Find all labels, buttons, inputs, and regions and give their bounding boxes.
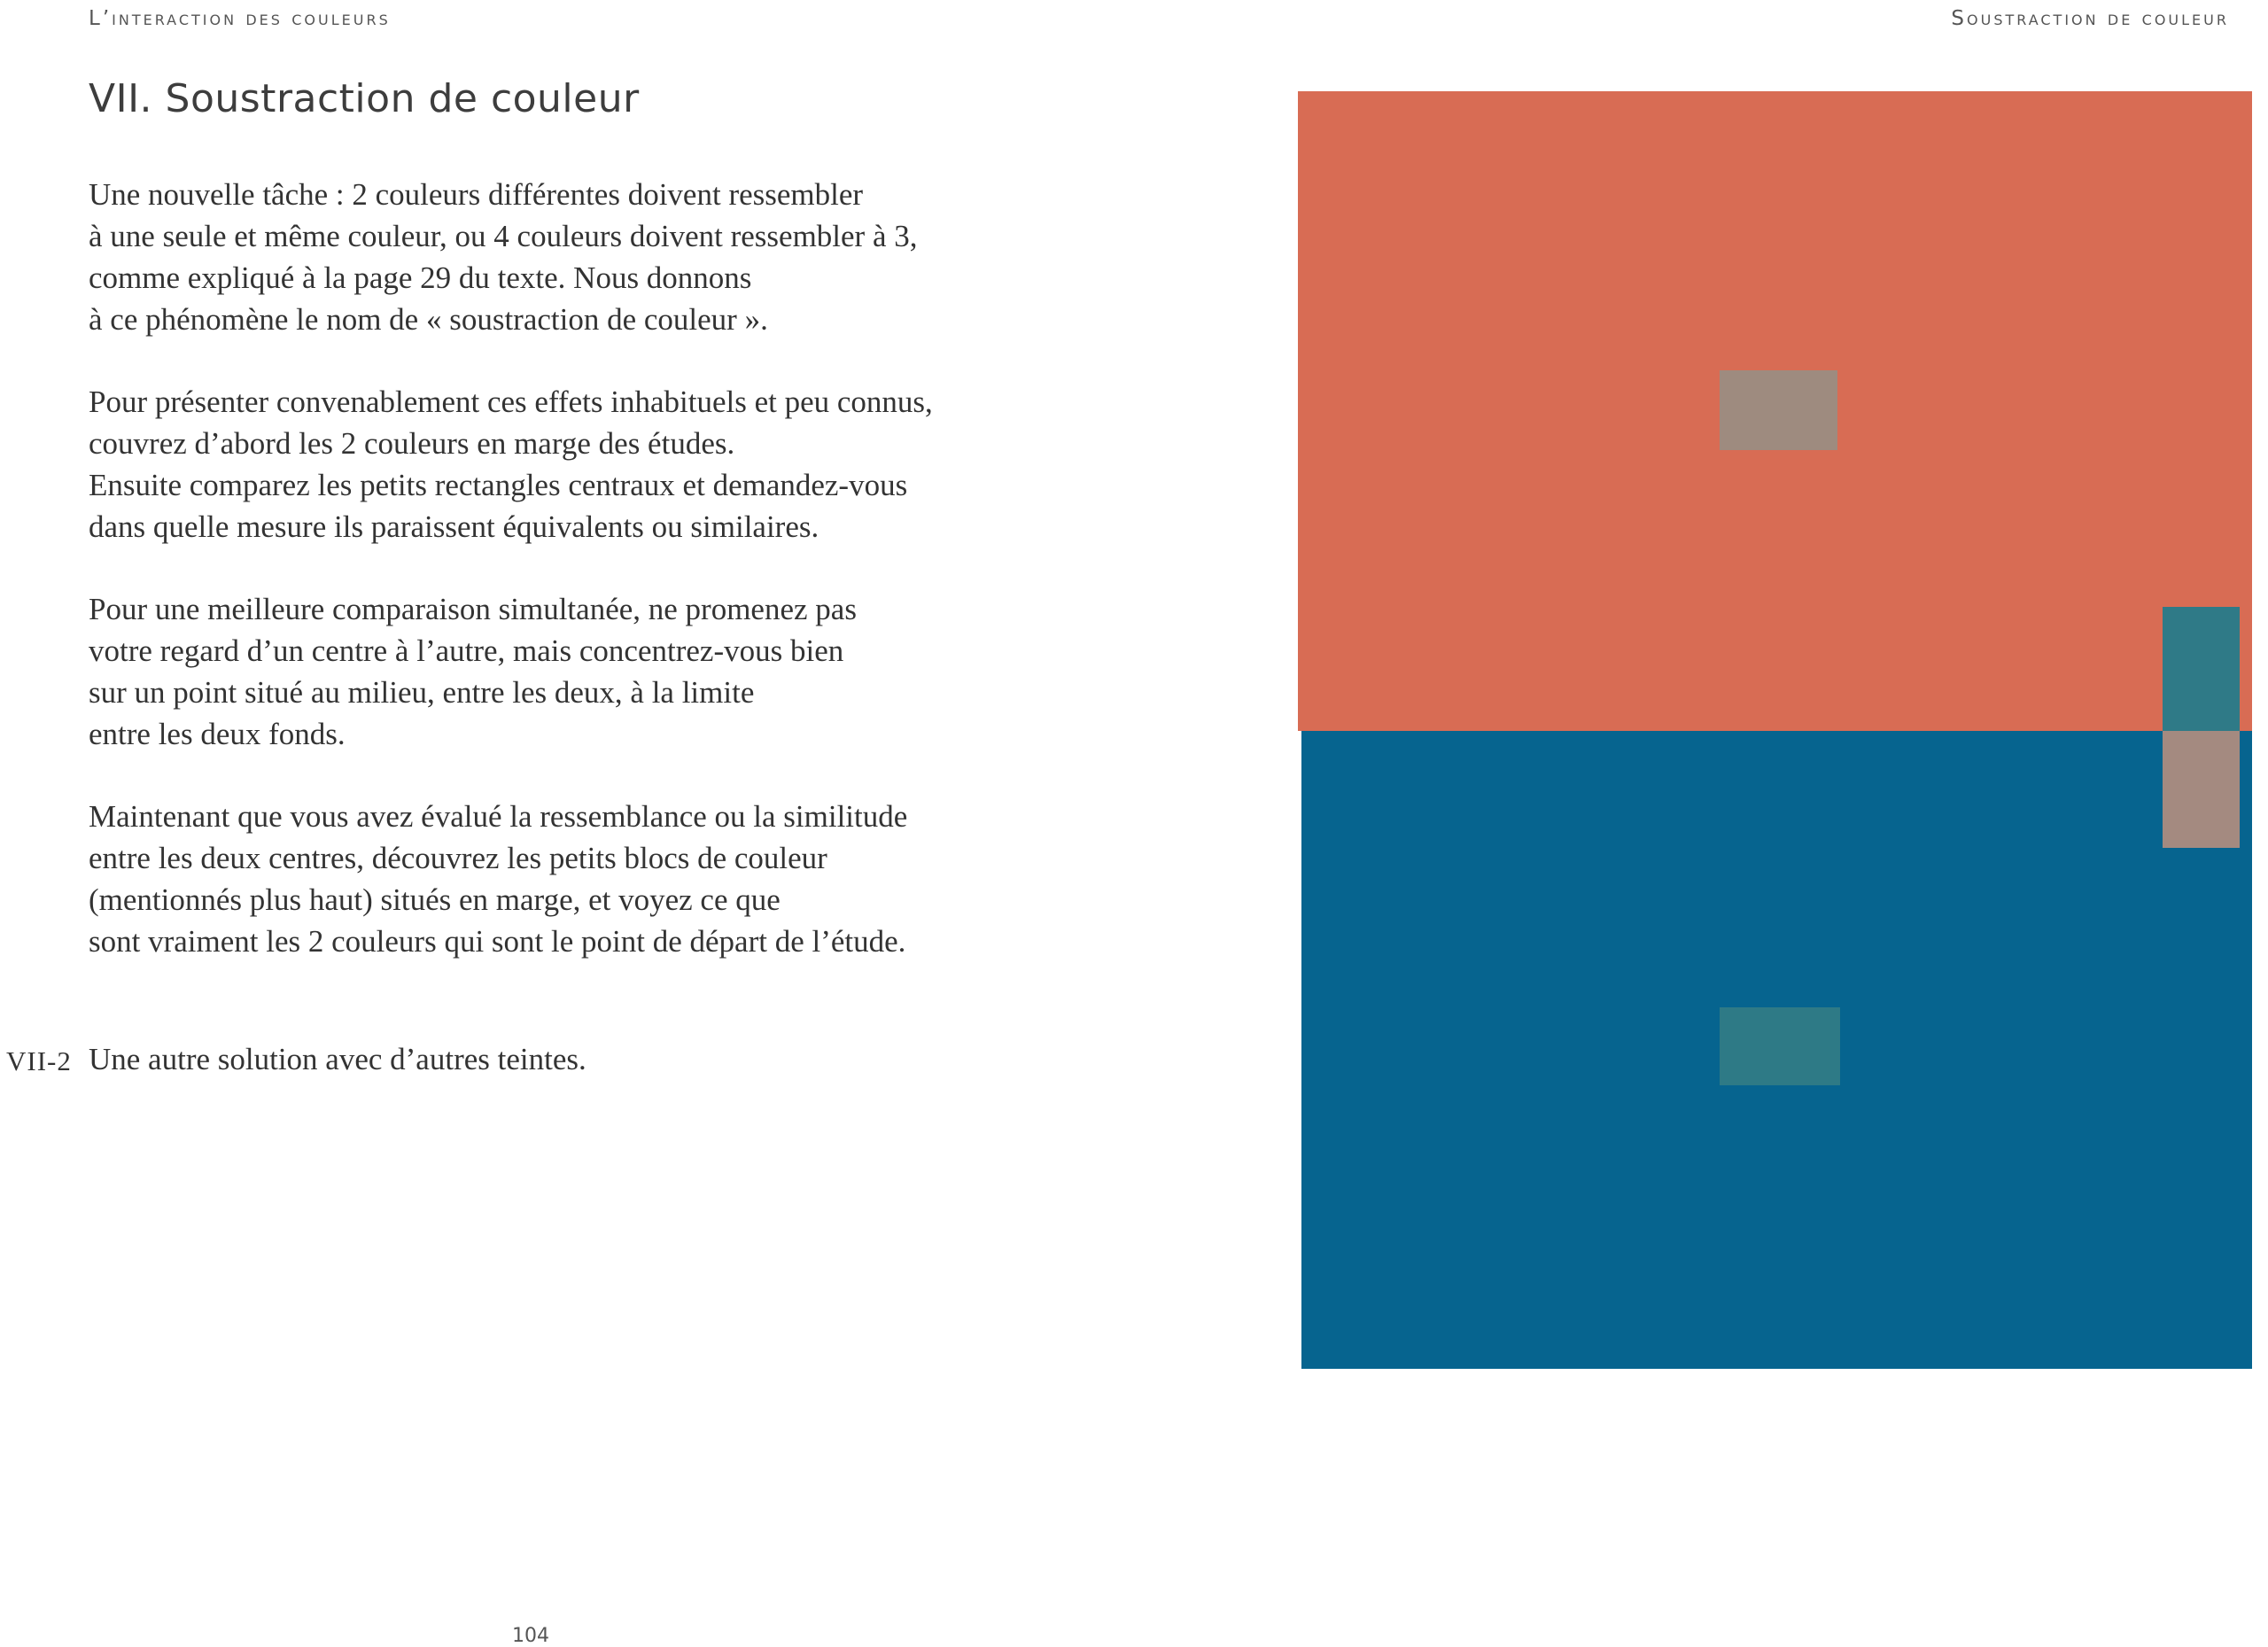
body-text — [89, 174, 1152, 1003]
text-line: dans quelle mesure ils paraissent équivalents ou similaires. — [89, 509, 819, 544]
text-line: comme expliqué à la page 29 du texte. Nous donnons — [89, 260, 752, 295]
text-line: à ce phénomène le nom de « soustraction de couleur ». — [89, 302, 768, 337]
margin-color-block-top — [2163, 607, 2240, 731]
paragraph — [89, 174, 1152, 340]
text-line: couvrez d’abord les 2 couleurs en marge des études. — [89, 426, 735, 461]
running-head-right: Soustraction de couleur — [1951, 7, 2229, 30]
text-line: Ensuite comparez les petits rectangles centraux et demandez-vous — [89, 468, 908, 502]
page-number: 104 — [512, 1625, 549, 1647]
color-study-plate — [1298, 91, 2252, 1369]
text-line: entre les deux fonds. — [89, 717, 346, 751]
plate-caption: Une autre solution avec d’autres teintes. — [89, 1042, 586, 1076]
margin-color-block-bottom — [2163, 731, 2240, 848]
text-line: à une seule et même couleur, ou 4 couleurs doivent ressembler à 3, — [89, 219, 918, 253]
text-line: Une nouvelle tâche : 2 couleurs différentes doivent ressembler — [89, 177, 864, 212]
text-line: votre regard d’un centre à l’autre, mais concentrez-vous bien — [89, 633, 844, 668]
paragraph — [89, 796, 1152, 962]
plate-reference: VII-2 — [6, 1045, 72, 1076]
text-line: sur un point situé au milieu, entre les deux, à la limite — [89, 675, 755, 710]
text-line: Maintenant que vous avez évalué la ressemblance ou la similitude — [89, 799, 908, 834]
text-line: sont vraiment les 2 couleurs qui sont le point de départ de l’étude. — [89, 924, 906, 959]
paragraph — [89, 588, 1152, 755]
running-head-left: L’interaction des couleurs — [89, 7, 391, 30]
bottom-center-rectangle — [1720, 1007, 1840, 1085]
text-line: Pour présenter convenablement ces effets inhabituels et peu connus, — [89, 385, 933, 419]
chapter-title: VII. Soustraction de couleur — [89, 76, 640, 121]
text-line: entre les deux centres, découvrez les petits blocs de couleur — [89, 841, 827, 875]
text-line: Pour une meilleure comparaison simultanée, ne promenez pas — [89, 592, 857, 626]
paragraph — [89, 381, 1152, 548]
top-center-rectangle — [1720, 370, 1837, 450]
text-line: (mentionnés plus haut) situés en marge, et voyez ce que — [89, 882, 781, 917]
